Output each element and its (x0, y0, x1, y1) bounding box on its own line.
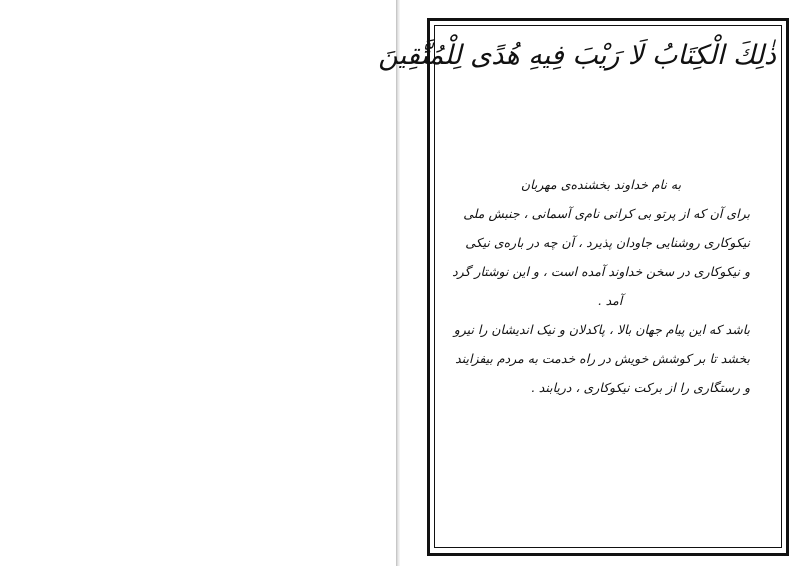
calligraphic-heading: ذٰلِكَ الْكِتَابُ لَا رَيْبَ فِيهِ هُدًى لِلْمُتَّقِينَ (378, 40, 776, 71)
text-line: بخشد تا بر کوشش خویش در راه خدمت به مردم بیفزایند (455, 351, 750, 366)
text-line: باشد که این پیام جهان بالا ، پاکدلان و نیک اندیشان را نیرو (453, 322, 750, 337)
text-line: برای آن که از پرتو بی کرانی نام‌ی آسمانی ، جنبش ملی (463, 206, 750, 221)
dedication-title: به نام خداوند بخشنده‌ی مهربان (520, 177, 682, 192)
text-line: نیکوکاری روشنایی جاودان پذیرد ، آن چه در باره‌ی نیکی (465, 235, 750, 250)
dedication-text (452, 170, 750, 402)
text-line: و رستگاری را از برکت نیکوکاری ، دریابند . (530, 380, 750, 395)
left-blank-page (0, 0, 396, 566)
text-line: آمد . (597, 293, 623, 308)
text-line: و نیکوکاری در سخن خداوند آمده است ، و این نوشتار گرد (452, 264, 750, 279)
